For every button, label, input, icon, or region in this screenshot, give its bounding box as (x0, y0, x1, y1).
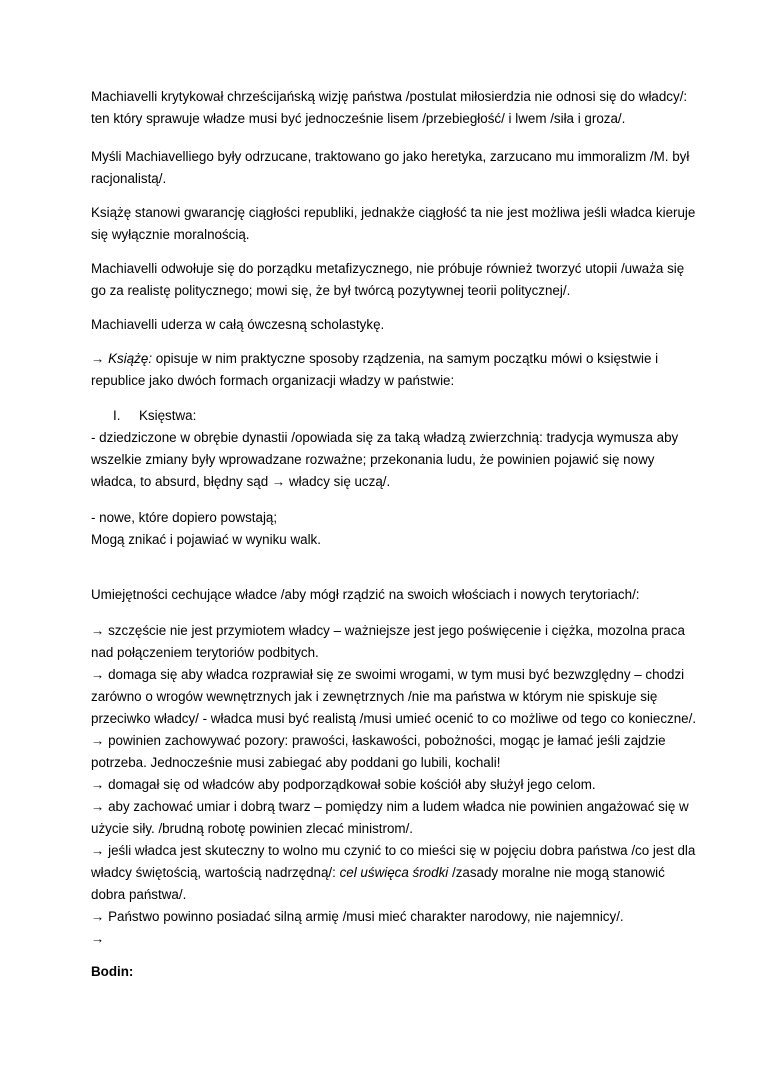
text-line: Machiavelli uderza w całą ówczesną scholastykę. (91, 317, 385, 332)
arrow-glyph: → (91, 351, 109, 366)
text-line: racjonalistą/. (91, 171, 167, 186)
italic-title: Książę: (108, 351, 153, 366)
paragraph-new (91, 507, 681, 551)
text-line: dobra państwa/. (91, 887, 187, 902)
text-line: - dziedziczone w obrębie dynastii /opowiada się za taką władzą zwierzchnią: tradycja wymusza aby (91, 430, 679, 445)
paragraph-prince (91, 348, 681, 392)
paragraph-skills-intro (91, 584, 681, 606)
text-run: władcy świętością, wartością nadrzędną/: (91, 865, 340, 880)
text-line: przeciwko władcy/ - władca musi być realistą /musi umieć ocenić to co możliwe od tego co konieczne/. (91, 711, 697, 726)
text-line: → domaga się aby władca rozprawiał się ze swoimi wrogami, w tym musi być bezwzględny – chodzi (91, 667, 685, 682)
text-line: Umiejętności cechujące władce /aby mógł rządzić na swoich włościach i nowych terytoriach/: (91, 587, 640, 602)
text-line: → (91, 931, 105, 946)
italic-maxim: cel uświęca środki (339, 865, 449, 880)
text-line: wszelkie zmiany były wprowadzane rozważne; przekonania ludu, że powinien pojawić się nowy (91, 452, 655, 467)
paragraph-metaphysics (91, 258, 685, 302)
text-line: → szczęście nie jest przymiotem władcy – ważniejsze jest jego poświęcenie i ciężka, mozolna praca (91, 623, 685, 638)
text-line: ten który sprawuje władze musi być jednocześnie lisem /przebiegłość/ i lwem /siła i groza/. (91, 111, 626, 126)
paragraph-continuity (91, 202, 696, 246)
text-line: użycie siły. /brudną robotę powinien zlecać ministrom/. (91, 821, 414, 836)
text-line: Mogą znikać i pojawiać w wyniku walk. (91, 532, 321, 547)
paragraph-critique (91, 86, 688, 130)
paragraph-scholastics (91, 314, 681, 336)
text-line: się wyłącznie moralnością. (91, 227, 250, 242)
numbered-list-item (113, 405, 196, 427)
text-line: Machiavelli odwołuje się do porządku metafizycznego, nie próbuje również tworzyć utopii /uważa się (91, 261, 685, 276)
section-heading: Bodin: (91, 964, 134, 979)
text-line: Machiavelli krytykował chrześcijańską wizję państwa /postulat miłosierdzia nie odnosi się do władcy/: (91, 89, 688, 104)
list-number: I. (113, 408, 121, 423)
text-line: → jeśli władca jest skuteczny to wolno mu czynić to co mieści się w pojęciu dobra państwa /co jest dla (91, 843, 696, 858)
text-line: - nowe, które dopiero powstają; (91, 510, 278, 525)
paragraph-rejection (91, 146, 690, 190)
text-run: opisuje w nim praktyczne sposoby rządzenia, na samym początku mówi o księstwie i (152, 351, 659, 366)
text-line: Książę stanowi gwarancję ciągłości republiki, jednakże ciągłość ta nie jest możliwa jeśli władca kieruje (91, 205, 696, 220)
text-run: /zasady moralne nie mogą stanowić (448, 865, 665, 880)
text-line: nad połączeniem terytoriów podbitych. (91, 645, 319, 660)
text-line: → Państwo powinno posiadać silną armię /musi mieć charakter narodowy, nie najemnicy/. (91, 909, 624, 924)
text-line: go za realistę politycznego; mowi się, że był twórcą pozytywnej teorii politycznej/. (91, 283, 571, 298)
text-line (91, 348, 681, 370)
text-line: republice jako dwóch formach organizacji władzy w państwie: (91, 373, 455, 388)
paragraph-skills-list (91, 620, 697, 950)
list-label: Księstwa: (139, 408, 197, 423)
text-line: Myśli Machiavelliego były odrzucane, traktowano go jako heretyka, zarzucano mu immoralizm /M. był (91, 149, 690, 164)
text-line: → aby zachować umiar i dobrą twarz – pomiędzy nim a ludem władca nie powinien angażować się w (91, 799, 689, 814)
text-line: władca, to absurd, błędny sąd → władcy się uczą/. (91, 474, 391, 489)
text-line (91, 862, 681, 884)
heading-bodin (91, 961, 681, 983)
paragraph-hereditary (91, 427, 681, 493)
text-line: potrzeba. Jednocześnie musi zabiegać aby poddani go lubili, kochali! (91, 755, 501, 770)
text-line: zarówno o wrogów wewnętrznych jak i zewnętrznych /nie ma państwa w którym nie spiskuje się (91, 689, 658, 704)
text-line: → domagał się od władców aby podporządkował sobie kościół aby służył jego celom. (91, 777, 596, 792)
text-line: → powinien zachowywać pozory: prawości, łaskawości, pobożności, mogąc je łamać jeśli zajdzie (91, 733, 666, 748)
